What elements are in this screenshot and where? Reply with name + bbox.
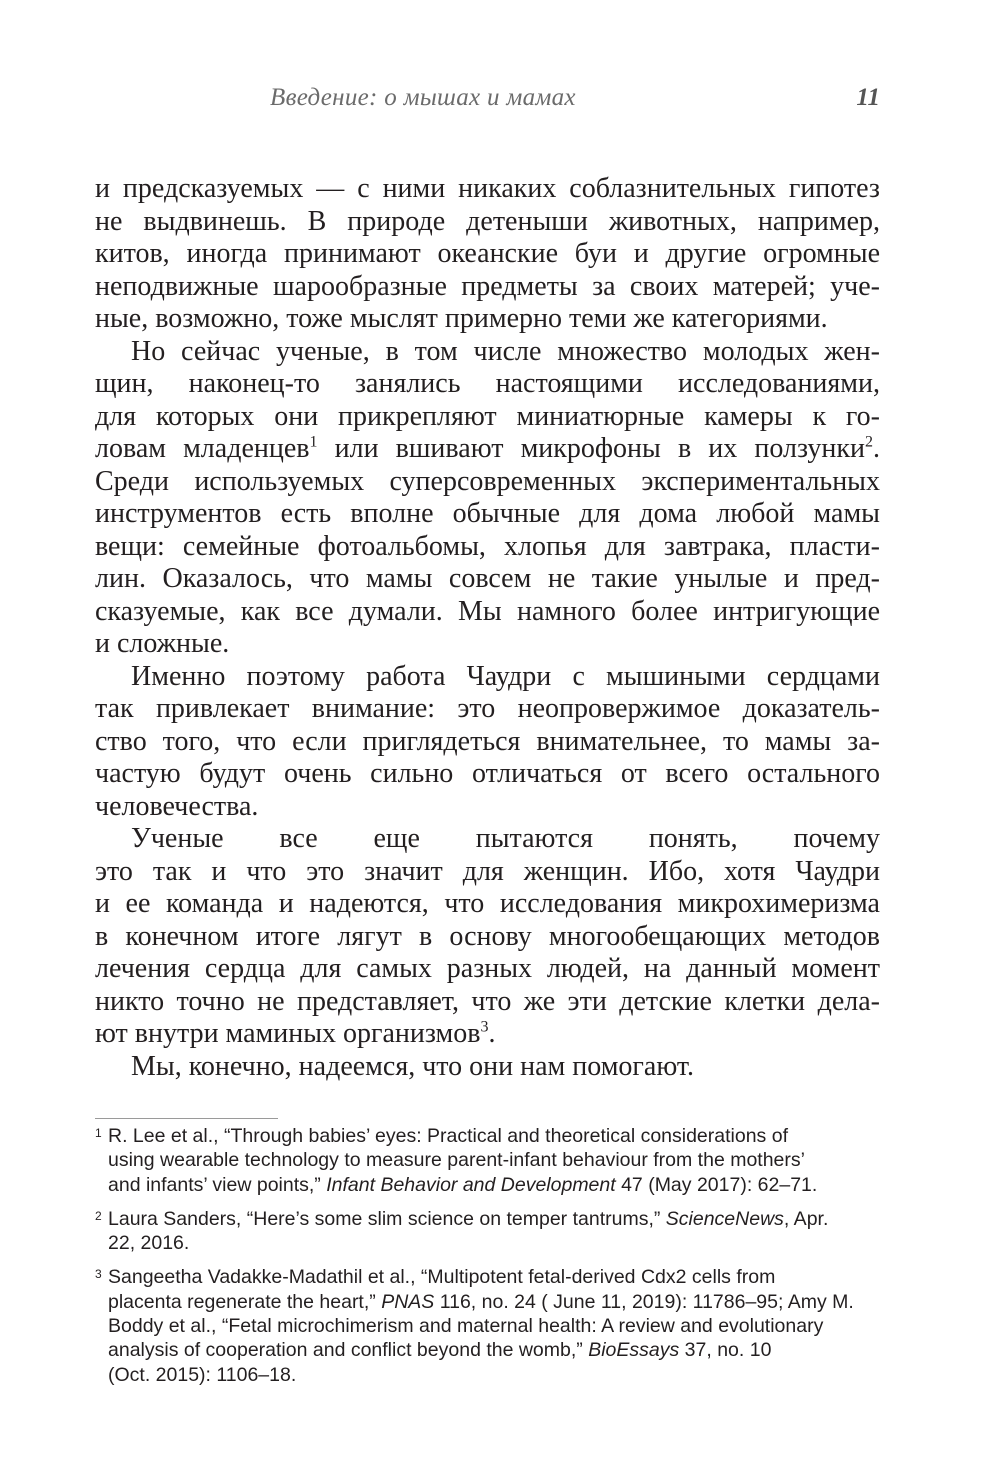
footnote-1	[95, 1124, 880, 1197]
text-line: никто точно не представляет, что же эти детские клетки дела-	[95, 985, 880, 1017]
running-head: Введение: о мышах и мамах	[270, 84, 576, 111]
text-fragment: and infants’ view points,”	[108, 1173, 327, 1196]
footnote-number: 2	[95, 1208, 102, 1223]
text-line: частую будут очень сильно отличаться от всего остального	[95, 758, 880, 789]
text-line: Среди используемых суперсовременных экспериментальных	[95, 465, 880, 497]
text-fragment: .	[873, 433, 880, 464]
text-line: и предсказуемых — с ними никаких соблазнительных гипотез	[95, 173, 880, 204]
text-line: лечения сердца для самых разных людей, на данный момент	[95, 953, 880, 984]
text-fragment: или вшивают микрофоны в их ползунки	[317, 433, 865, 464]
page-header	[95, 84, 880, 124]
text-line: Именно поэтому работа Чаудри с мышиными сердцами	[131, 660, 880, 692]
footnote-ref-3[interactable]: 3	[480, 1018, 489, 1036]
text-fragment: 37, no. 10	[679, 1339, 772, 1362]
text-fragment: 116, no. 24 ( June 11, 2019): 11786–95; Amy M.	[434, 1290, 854, 1313]
paragraph-4	[95, 823, 880, 1051]
text-line: Мы, конечно, надеемся, что они нам помогают.	[131, 1050, 695, 1082]
journal-title: PNAS	[381, 1290, 435, 1313]
footnotes	[95, 1124, 880, 1397]
footnote-3	[95, 1265, 880, 1386]
journal-title: Infant Behavior and Development	[326, 1173, 616, 1196]
text-line: это так и что это значит для женщин. Ибо, хотя Чаудри	[95, 855, 880, 887]
text-line: щин, наконец-то занялись настоящими исследованиями,	[95, 368, 880, 399]
text-line: ные, возможно, тоже мыслят примерно теми же категориями.	[95, 303, 828, 334]
footnote-ref-1[interactable]: 1	[309, 433, 318, 451]
text-line-with-footnote	[95, 1018, 880, 1051]
text-line: так привлекает внимание: это неопровержимое доказатель-	[95, 693, 880, 724]
text-line: и ее команда и надеются, что исследования микрохимеризма	[95, 888, 880, 919]
footnote-2	[95, 1207, 880, 1256]
text-line: вещи: семейные фотоальбомы, хлопья для завтрака, пласти-	[95, 530, 880, 562]
text-line: китов, иногда принимают океанские буи и другие огромные	[95, 238, 880, 269]
journal-title: ScienceNews	[665, 1207, 784, 1230]
footnote-line	[108, 1290, 880, 1314]
footnote-number: 3	[95, 1267, 102, 1282]
text-line: не выдвинешь. В природе детеныши животных, например,	[95, 205, 880, 237]
footnote-line	[108, 1207, 880, 1231]
text-fragment: , Apr.	[783, 1207, 829, 1230]
text-fragment: ют внутри маминых организмов	[95, 1018, 481, 1049]
paragraph-1	[95, 173, 880, 336]
footnote-line	[108, 1173, 880, 1197]
text-fragment: Laura Sanders, “Here’s some slim science on temper tantrums,”	[108, 1207, 666, 1230]
text-fragment: placenta regenerate the heart,”	[108, 1290, 382, 1313]
text-line: лин. Оказалось, что мамы совсем не такие унылые и пред-	[95, 563, 880, 594]
footnote-line: (Oct. 2015): 1106–18.	[108, 1363, 297, 1386]
footnote-number: 1	[95, 1126, 102, 1140]
text-fragment: .	[488, 1018, 496, 1049]
paragraph-3	[95, 661, 880, 824]
text-line: человечества.	[95, 790, 259, 822]
body-text	[95, 173, 880, 1083]
text-fragment: analysis of cooperation and conflict beyond the womb,”	[108, 1339, 589, 1362]
text-line: сказуемые, как все думали. Мы намного более интригующие	[95, 595, 880, 627]
text-line: Но сейчас ученые, в том числе множество молодых жен-	[131, 335, 880, 367]
text-line: ство того, что если приглядеться внимательнее, то мамы за-	[95, 725, 880, 757]
footnote-ref-2[interactable]: 2	[865, 433, 873, 451]
page-number: 11	[856, 84, 880, 111]
paragraph-2	[95, 336, 880, 661]
text-fragment: ловам младенцев	[95, 433, 310, 464]
text-line: инструментов есть вполне обычные для дома любой мамы	[95, 498, 880, 529]
text-line: Ученые все еще пытаются понять, почему	[131, 823, 880, 854]
paragraph-5	[95, 1051, 880, 1084]
footnote-line: Boddy et al., “Fetal microchimerism and maternal health: A review and evolutionary	[108, 1315, 824, 1338]
footnote-line: using wearable technology to measure parent-infant behaviour from the mothers’	[108, 1149, 805, 1172]
footnote-line: R. Lee et al., “Through babies’ eyes: Practical and theoretical considerations of	[108, 1125, 788, 1147]
text-line: неподвижные шарообразные предметы за своих матерей; уче-	[95, 270, 880, 302]
footnote-divider	[95, 1118, 278, 1119]
text-line: для которых они прикрепляют миниатюрные камеры к го-	[95, 400, 880, 432]
text-line: в конечном итоге лягут в основу многообещающих методов	[95, 920, 880, 952]
footnote-line: Sangeetha Vadakke-Madathil et al., “Multipotent fetal-derived Cdx2 cells from	[108, 1266, 776, 1289]
text-line: и сложные.	[95, 628, 230, 659]
journal-title: BioEssays	[588, 1339, 680, 1362]
text-fragment: 47 (May 2017): 62–71.	[615, 1173, 818, 1196]
text-line-with-footnotes	[95, 433, 880, 466]
footnote-line: 22, 2016.	[108, 1232, 190, 1255]
footnote-line	[108, 1338, 880, 1362]
